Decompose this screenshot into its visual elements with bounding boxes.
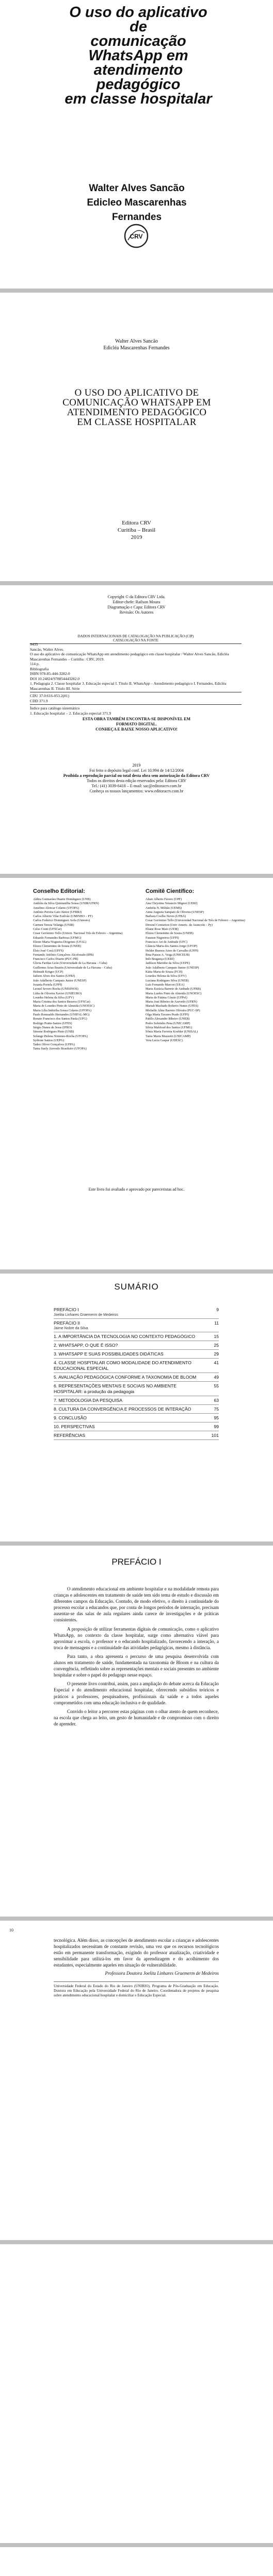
- toc-entry-title: 2. WHATSAPP, O QUE É ISSO?: [54, 1343, 118, 1348]
- cataloging-line: DOI 10.24824/978854443282.0: [30, 676, 80, 681]
- council-member: Olga Maria Tavares Prado (UFPI): [146, 1013, 189, 1017]
- preface-paragraph: O presente livro contribui, assim, para a ampliação do debate acerca da Educação Especial e do atendimento educacional hospitalar, oferecendo subsídios teóricos e práticos a professores, pesquisadores, profissionais da saúde e a todos aqueles comprometidos com uma educação inclusiva e de qualidade.: [54, 1681, 219, 1705]
- council-member: Maria Cristina dos Santos Bezerra (UFSCar): [33, 1000, 90, 1004]
- cover-authors: [67, 181, 206, 225]
- book-title-line: EM CLASSE HOSPITALAR: [77, 417, 197, 428]
- toc-entry-title: 6. REPRESENTAÇÕES MENTAIS E SOCIAIS NO AMBIENTE HOSPITALAR: a produção da pedagogia: [54, 1383, 176, 1394]
- council-member: Carlos Federico Dominguez Avila (Unieuro): [33, 919, 90, 923]
- council-member: Altair Alberto Fávero (UPF): [146, 897, 182, 901]
- council-member: Tadeu Oliver Gonçalves (UFPA): [33, 1043, 75, 1047]
- council-member: Maria de Fátima Cóssio (UFPel): [146, 995, 187, 999]
- toc-entry[interactable]: [54, 1422, 219, 1431]
- council-member: Helmuth Krüger (UCP): [33, 970, 63, 974]
- toc-entry[interactable]: [54, 1341, 219, 1350]
- legal-line: Tel.: (41) 3039-6418 – E-mail: sac@editoracrv.com.br: [91, 784, 182, 788]
- council-member: Mariah Machado Roberto Nunes (UFES): [146, 1004, 199, 1008]
- council-member: Fauston Negreiros (UFPI): [146, 936, 179, 940]
- cataloging-subheading-text: CATALOGAÇÃO NA FONTE: [113, 638, 158, 642]
- toc-entry[interactable]: [54, 1414, 219, 1422]
- council-member: Elione Maria Nogueira Diogenes (UFAL): [33, 940, 87, 944]
- toc-entry-page: 29: [214, 1351, 219, 1357]
- publication-year: 2019: [131, 534, 142, 540]
- cataloging-index-heading: Índice para catálogo sistemático: [30, 706, 80, 710]
- preface-paragraph: tecnológica. Além disso, as concepções de atendimento escolar a crianças e adolescentes hospitalizados necessitam de constante revisão, uma vez que os recursos tecnológicos estão em permanente transformação, exigindo do professor atualização, criatividade e sensibilidade para utilizá-los em favor da aprendizagem e do acolhimento dos estudantes, especialmente aqueles em situação de vulnerabilidade.: [54, 1938, 219, 1968]
- council-member: Gláucia Maria dos Santos Jorge (UFOP): [146, 944, 198, 948]
- council-left-list: [33, 897, 136, 1052]
- title-page-authors: [0, 338, 273, 351]
- council-member: Elizeu Clementino de Souza (UNEB): [146, 931, 194, 936]
- cover-title-line: atendimento pedagógico: [93, 62, 183, 93]
- toc-entry[interactable]: [54, 1396, 219, 1405]
- council-member: Lourdes Helena da Silva (UFV): [33, 995, 74, 999]
- book-title-line: O USO DO APLICATIVO DE: [74, 387, 199, 398]
- council-member: Carlos Alberto Vilar Estêvão (UMINHO – PT): [33, 914, 93, 919]
- legal-line: Conheça os nossos lançamentos: www.editoracrv.com.br: [89, 789, 184, 793]
- preface-continuation-body: [54, 1937, 219, 1977]
- council-member: Andréia N. Militão (UEMS): [146, 906, 182, 910]
- copyright-block: [0, 595, 273, 615]
- blank-page: [0, 2547, 273, 2576]
- council-member: Gloria Fariñas León (Universidade de La Havana – Cuba): [33, 961, 107, 965]
- toc-entry-page: 63: [214, 1398, 219, 1403]
- council-member: Jadilson Marinho da Silva (UEPE): [146, 961, 190, 965]
- council-member: Helder Buenos Aires de Carvalho (UFPI): [146, 948, 199, 953]
- council-member: Maria Lília Imbiriba Sousa Colares (UFOPA): [33, 1008, 92, 1012]
- toc-entry[interactable]: [54, 1405, 219, 1414]
- council-member: Andréia da Silva Quintanilha Sousa (UNIR/UFRN): [33, 902, 99, 906]
- council-member: Luís Fernando Marcon (UEA): [146, 982, 185, 987]
- council-member: Anna Augusta Sampaio de Oliveira (UNESP): [146, 910, 204, 914]
- toc-entry[interactable]: [54, 1373, 219, 1382]
- council-member: Eduardo Fernandes Barbosa (UFMG): [33, 936, 82, 940]
- council-member: Francisco Ari de Andrade (UFC): [146, 940, 188, 944]
- council-member: Rodrigo Pratte-Santos (UFES): [33, 1021, 72, 1025]
- cataloging-line: 1. Pedagogia 2. Classe hospitalar 3. Educação especial I. Título II. WhatsApp – Atendimento pedagógico I. Fernandes, Edicléa Mascarenhas II. Título III. Série: [30, 681, 227, 691]
- note-line: Este livro foi avaliado e aprovado por pareceristas ad hoc.: [88, 1187, 185, 1192]
- toc-entry[interactable]: [54, 1350, 219, 1359]
- council-member: Lourdes Helena da Silva (UFV): [146, 974, 187, 978]
- council-member: Eliane Rose Maio (UEM): [146, 927, 179, 931]
- cover-author: Edicleo Mascarenhas Fernandes: [87, 197, 187, 223]
- council-member: Cesar Gerónimo Tello (Universidad Nacional de Três de Febrero – Argentina): [146, 919, 245, 923]
- cover-page: [0, 0, 273, 289]
- cataloging-line: S435: [30, 642, 38, 647]
- cataloging-record: [30, 642, 242, 716]
- council-member: João Adalberto Campato Junior (UNESP): [146, 965, 199, 970]
- publisher-name: Editora CRV: [122, 520, 151, 526]
- toc-entry[interactable]: [54, 1382, 219, 1396]
- footnote: Universidade Federal do Estado do Rio de Janeiro (UNIRIO). Programa de Pós-Graduação em Educação. Doutora em Educação pela Universidade Federal do Rio de Janeiro. Coordenadora de projetos de pesquisa sobre atendimento educacional hospitalar e domiciliar e Educação Especial.: [54, 1981, 219, 1998]
- council-member: Vera Lucia Gaspar (UDESC): [146, 1038, 183, 1042]
- preface-paragraph: Para tanto, a obra apresenta o percurso de uma pesquisa desenvolvida com alunos em tratamento de saúde, fundamentada na taxonomia de Bloom e na cultura da convergência, refletindo sobre as representações mentais e sociais presentes no ambiente hospitalar e sobre o papel do pedagogo nesse espaço.: [54, 1653, 219, 1678]
- council-member: Cesar Gerónimo Tello (Univer. Nacional Três de Febrero – Argentina): [33, 931, 123, 936]
- toc-entry-page: 101: [211, 1433, 219, 1438]
- cataloging-index: 1. Educação hospitalar – 2. Educação especial 371.9: [30, 710, 111, 716]
- council-left-heading: Conselho Editorial:: [33, 888, 85, 894]
- cataloging-heading-text: DADOS INTERNACIONAIS DE CATALOGAÇÃO NA PUBLICAÇÃO (CIP): [77, 634, 194, 638]
- toc-entry-page: 95: [214, 1415, 219, 1420]
- toc-entry-page: 9: [216, 1307, 219, 1312]
- toc-entry-page: 49: [214, 1375, 219, 1380]
- author-name: Edicléa Mascarenhas Fernandes: [103, 345, 170, 351]
- copyright-year: 2019: [132, 763, 141, 768]
- preface-paragraph: A proposição de utilizar ferramentas digitais de comunicação, como o aplicativo WhatsApp, no contexto da classe hospitalar, surge como alternativa viável para aproximar a escola, o professor e o educando hospitalizado, favorecendo a interação, a troca de mensagens e a continuidade das atividades pedagógicas, mesmo à distância.: [54, 1626, 219, 1650]
- preface-page: [0, 1546, 273, 1917]
- council-right-list: [146, 897, 249, 1043]
- ebook-line: CONHEÇA E BAIXE NOSSO APLICATIVO!: [95, 727, 178, 732]
- cataloging-line: Sancão, Walter Alves.: [30, 647, 64, 652]
- crv-editora-logo-icon: [123, 223, 150, 249]
- toc-entry-title: 5. AVALIAÇÃO PEDAGÓGICA CONFORME A TAXONOMIA DE BLOOM: [54, 1375, 197, 1380]
- council-member: Maria Lurdes Pinto de Almeida (UNOESC): [146, 991, 202, 995]
- council-member: Maria Eurácia Barreto de Andrade (UFRB): [146, 987, 201, 991]
- toc-entry-page: 11: [214, 1320, 219, 1326]
- toc-entry-title: 8. CULTURA DA CONVERGÊNCIA E PROCESSOS DE INTERAÇÃO: [54, 1406, 191, 1412]
- toc-entry-title: REFERÊNCIAS: [54, 1433, 86, 1438]
- toc-entry-page: 75: [214, 1406, 219, 1412]
- toc-entry-page: 99: [214, 1424, 219, 1429]
- cataloging-line: CDU 37.0:616-053.2(81): [30, 693, 70, 698]
- cataloging-line: 114 p.: [30, 662, 40, 666]
- toc-entry-title: PREFÁCIO II: [54, 1320, 81, 1326]
- cataloging-line: ISBN 978-85-444-3282-0: [30, 671, 70, 676]
- cataloging-line: O uso do aplicativo de comunicação WhatsApp em atendimento pedagógico em classe hospitalar / Walter Alves Sancão, Edicléa Mascarenhas Fernandes – Curitiba : CRV, 2019.: [30, 652, 229, 662]
- council-member: Renato Francisco dos Santos Paula (UFG): [33, 1017, 87, 1021]
- cover-title-line: em classe hospitalar: [65, 91, 212, 107]
- toc-title: SUMÁRIO: [114, 1282, 159, 1292]
- council-member: Josania Portela (UFPI): [33, 982, 62, 987]
- copyright-page: [0, 585, 273, 874]
- council-member: Paulo Romualdo Hernandes (UNIFAL-MG): [33, 1013, 90, 1017]
- crv-logo-text: CRV: [130, 233, 143, 240]
- preface-body: [54, 1586, 219, 1730]
- toc-entry-page: 15: [214, 1334, 219, 1339]
- toc-entry-title: 9. CONCLUSÃO: [54, 1415, 87, 1420]
- council-right-heading: Comitê Científico:: [146, 888, 195, 894]
- cover-title-line: comunicação WhatsApp em: [88, 33, 188, 64]
- council-member: Guillermo Arias Beatón (Universidade de La Havana – Cuba): [33, 965, 112, 970]
- council-member: Anselmo Alencar Colares (UFOPA): [33, 906, 79, 910]
- toc-entry-author: Jaime Nobre da Silva: [54, 1327, 88, 1330]
- toc-entry-title: 1. A IMPORTÂNCIA DA TECNOLOGIA NO CONTEXTO PEDAGÓGICO: [54, 1334, 196, 1339]
- council-member: Élsio José Corá (UFFS): [33, 948, 63, 953]
- council-member: Antônio Pereira Gaio Júnior (UFRRJ): [33, 910, 82, 914]
- council-member: Sônia Maria Ferreira Koehler (UNISAL): [146, 1030, 198, 1034]
- preface-title: PREFÁCIO I: [111, 1557, 162, 1567]
- toc-entry-author: Joelita Linhares Graemerm de Medeiros: [54, 1313, 118, 1317]
- council-member: João Adalberto Campato Junior (UNESP): [33, 978, 87, 982]
- council-member: Ilma Passos A. Veiga (UNICEUB): [146, 953, 190, 957]
- toc-entry-title: 3. WHATSAPP E SUAS POSSIBILIDADES DIDÁTICAS: [54, 1351, 164, 1357]
- toc-list: [54, 1306, 219, 1440]
- council-member: Jailson Alves dos Santos (UFRJ): [33, 974, 75, 978]
- council-member: Inês Bragança (UERJ): [146, 957, 174, 961]
- blank-page: [0, 2244, 273, 2543]
- ebook-line: ESTA OBRA TAMBÉM ENCONTRA-SE DISPONÍVEL EM: [82, 717, 191, 721]
- table-of-contents-page: [0, 1274, 273, 1541]
- legal-line: Foi feito o depósito legal conf. Lei 10.994 de 14/12/2004: [89, 768, 184, 773]
- council-member: Tania Suely Azevedo Brasileiro (UFOPA): [33, 1047, 87, 1051]
- council-member: Kátia Maria de Souza (FCH): [146, 970, 183, 974]
- divider: [30, 704, 242, 705]
- cataloging-line: Bibliografia: [30, 666, 49, 671]
- legal-line: Proibida a reprodução parcial ou total desta obra sem autorização da Editora CRV: [63, 773, 210, 778]
- council-member: Ana Chrystina Venancio Mignot (UERJ): [146, 902, 198, 906]
- author-name: Walter Alves Sancão: [115, 338, 158, 344]
- council-member: Maria de Lourdes Pinto de Almeida (UNOESC): [33, 1004, 94, 1008]
- toc-entry[interactable]: [54, 1359, 219, 1373]
- page-number: 10: [9, 1928, 13, 1933]
- copyright-footer: [0, 717, 273, 794]
- council-member: Maria José Ribeiro de Azevedo (UFRN): [146, 1000, 197, 1004]
- council-member: Celso Conti (UFSCar): [33, 927, 62, 931]
- council-member: Barbara Coelho Neves (UFBA): [146, 914, 186, 919]
- council-member: Aldira Guimarães Duarte Domínguez (UNB): [33, 897, 91, 901]
- ebook-line: FORMATO DIGITAL.: [116, 722, 157, 726]
- cover-title: [61, 5, 216, 106]
- council-member: Elizeu Clementino de Souza (UNEB): [33, 944, 81, 948]
- council-member: Pedro Sobrinho Pena (UNICAMP): [146, 1021, 190, 1025]
- council-member: Sílvia Mahfoud dos Santos (UFMG): [146, 1025, 192, 1029]
- toc-entry-title: PREFÁCIO I: [54, 1307, 79, 1312]
- toc-entry-title: 4. CLASSE HOSPITALAR COMO MODALIDADE DO ATENDIMENTO EDUCACIONAL ESPECIAL: [54, 1360, 191, 1371]
- council-member: Fernando Antônio Gonçalves Alcoforado (IPB): [33, 953, 94, 957]
- copyright-line: Revisão: Os Autores: [119, 610, 154, 615]
- preface-continuation-page: [0, 1921, 273, 2240]
- toc-entry-title: 7. METODOLOGIA DA PESQUISA: [54, 1398, 123, 1403]
- book-title: [36, 388, 237, 427]
- book-title-line: COMUNICAÇÃO WHATSAPP EM: [62, 397, 211, 408]
- toc-entry-page: 41: [214, 1360, 219, 1365]
- copyright-line: Editor-chefe: Railson Moura: [113, 600, 160, 604]
- council-member: Sydione Santos (UEPG): [33, 1038, 65, 1042]
- toc-entry[interactable]: [54, 1319, 219, 1332]
- council-member: Pabllo Alexandre Ribeiro (UNEB): [146, 1017, 190, 1021]
- peer-review-note: [0, 1187, 273, 1192]
- council-member: Carmen Tereza Velanga (UNIR): [33, 923, 74, 927]
- council-member: Lídia de Oliveira Xavier (UNIEURO): [33, 991, 82, 995]
- copyright-line: Diagramação e Capa: Editora CRV: [107, 605, 166, 609]
- preface-signature: Professora Doutora Joelita Linhares Graemerm de Medeiros: [105, 1971, 219, 1976]
- toc-entry-page: 25: [214, 1343, 219, 1348]
- council-member: Francisco Carlos Duarte (PUC-PR): [33, 957, 78, 961]
- preface-paragraph: Convido o leitor a percorrer estas páginas com o olhar atento de quem reconhece, na escola que chega ao leito, um gesto de humanidade e de compromisso com o direito de aprender.: [54, 1708, 219, 1726]
- toc-entry-page: 55: [214, 1383, 219, 1388]
- publisher-city: Curitiba – Brasil: [117, 527, 156, 533]
- copyright-line: Copyright © da Editora CRV Ltda.: [107, 595, 166, 599]
- cover-title-line: O uso do aplicativo de: [69, 4, 207, 35]
- council-member: Diosnel Centurion (Univ Americ. de Asunción – Py): [146, 923, 213, 927]
- cover-author: Walter Alves Sancão: [89, 183, 185, 194]
- toc-entry[interactable]: [54, 1332, 219, 1341]
- council-member: Tania Maria Mazzetti (UNICAMP): [146, 1034, 191, 1038]
- council-member: Leonel Severo Rocha (UNISINOS): [33, 987, 78, 991]
- cataloging-line: CDD 371.9: [30, 698, 48, 703]
- toc-entry[interactable]: [54, 1431, 219, 1440]
- council-member: Solange Helena Ximenes-Rocha (UFOPA): [33, 1034, 88, 1038]
- publisher-info: [0, 519, 273, 541]
- council-member: Simone Rodrigues Pinto (UNB): [33, 1030, 74, 1034]
- preface-paragraph: O atendimento educacional em ambiente hospitalar e na modalidade remota para crianças e adolescentes em tratamento de saúde tem sido tema de estudo e discussão em diferentes campos da Educação. Contudo, de modo efetivo, o direito à continuidade do processo escolar a educandos que, por conta de longos períodos de internação, precisam ausentar-se das salas de aula regulares ainda carece de investigações e de práticas consistentes.: [54, 1586, 219, 1623]
- council-member: Michelle Aline Barreto Oliveira (PUC-SP): [146, 1008, 200, 1012]
- council-member: Luciana Rodrigues Silva (UNEB): [146, 978, 189, 982]
- toc-entry-title: 10. PERSPECTIVAS: [54, 1424, 95, 1429]
- toc-entry[interactable]: [54, 1306, 219, 1319]
- legal-line: Todos os direitos desta edição reservados pela: Editora CRV: [87, 778, 186, 783]
- editorial-council-page: [0, 878, 273, 1269]
- council-member: Sérgio Nunes de Jesus (IFRO): [33, 1025, 72, 1029]
- book-title-line: ATENDIMENTO PEDAGÓGICO: [67, 407, 207, 418]
- title-page: [0, 293, 273, 581]
